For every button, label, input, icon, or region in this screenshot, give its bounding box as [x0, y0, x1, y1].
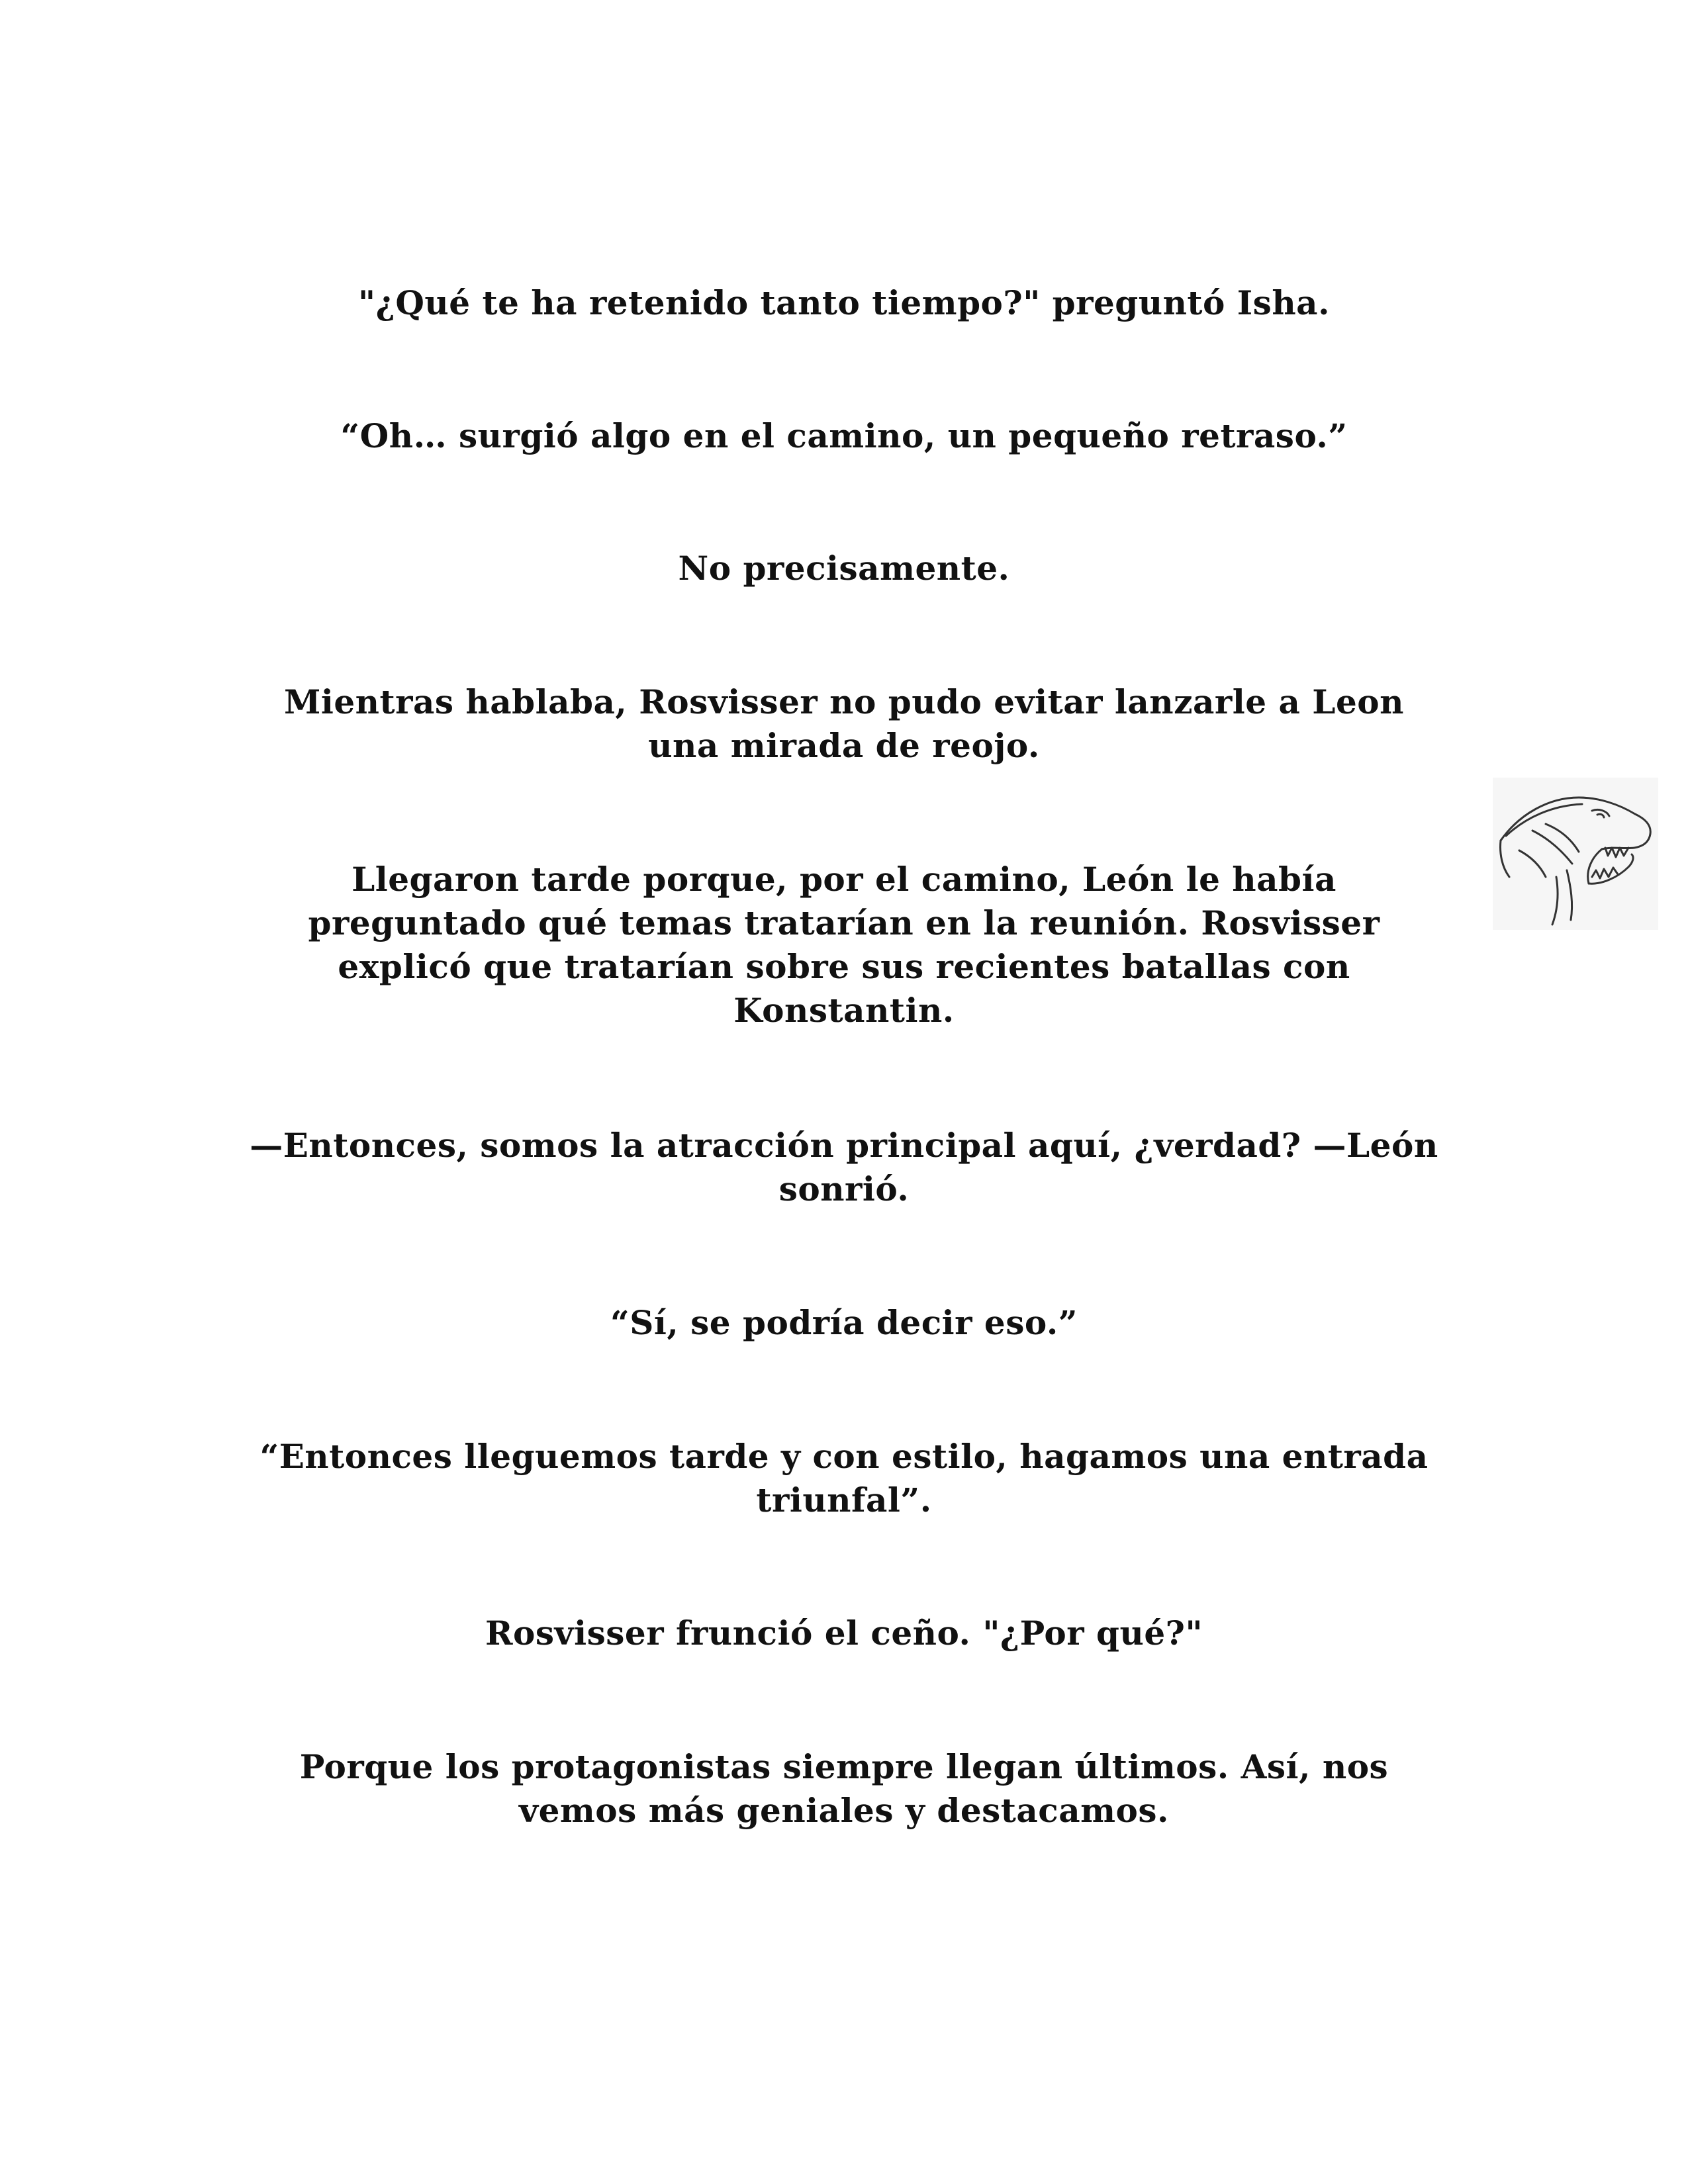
paragraph-10: Porque los protagonistas siempre llegan últimos. Así, nos vemos más geniales y destacamos.	[299, 1747, 1389, 1830]
paragraph-4: Mientras hablaba, Rosvisser no pudo evitar lanzarle a Leon una mirada de reojo.	[284, 682, 1404, 765]
dinosaur-head-sketch-icon	[1493, 778, 1658, 930]
paragraph-6: —Entonces, somos la atracción principal aquí, ¿verdad? —León sonrió.	[250, 1126, 1438, 1208]
paragraph-9: Rosvisser frunció el ceño. "¿Por qué?"	[485, 1614, 1203, 1653]
paragraph-8: “Entonces lleguemos tarde y con estilo, hagamos una entrada triunfal”.	[259, 1437, 1429, 1520]
paragraph-5: Llegaron tarde porque, por el camino, León le había preguntado qué temas tratarían en la reunión. Rosvisser explicó que tratarían sobre sus recientes batallas con Konstantin.	[308, 860, 1380, 1030]
paragraph-7: “Sí, se podría decir eso.”	[610, 1303, 1078, 1342]
paragraph-2: “Oh… surgió algo en el camino, un pequeño retraso.”	[340, 416, 1348, 455]
paragraph-3: No precisamente.	[678, 549, 1010, 588]
paragraph-1: "¿Qué te ha retenido tanto tiempo?" preguntó Isha.	[358, 283, 1330, 322]
